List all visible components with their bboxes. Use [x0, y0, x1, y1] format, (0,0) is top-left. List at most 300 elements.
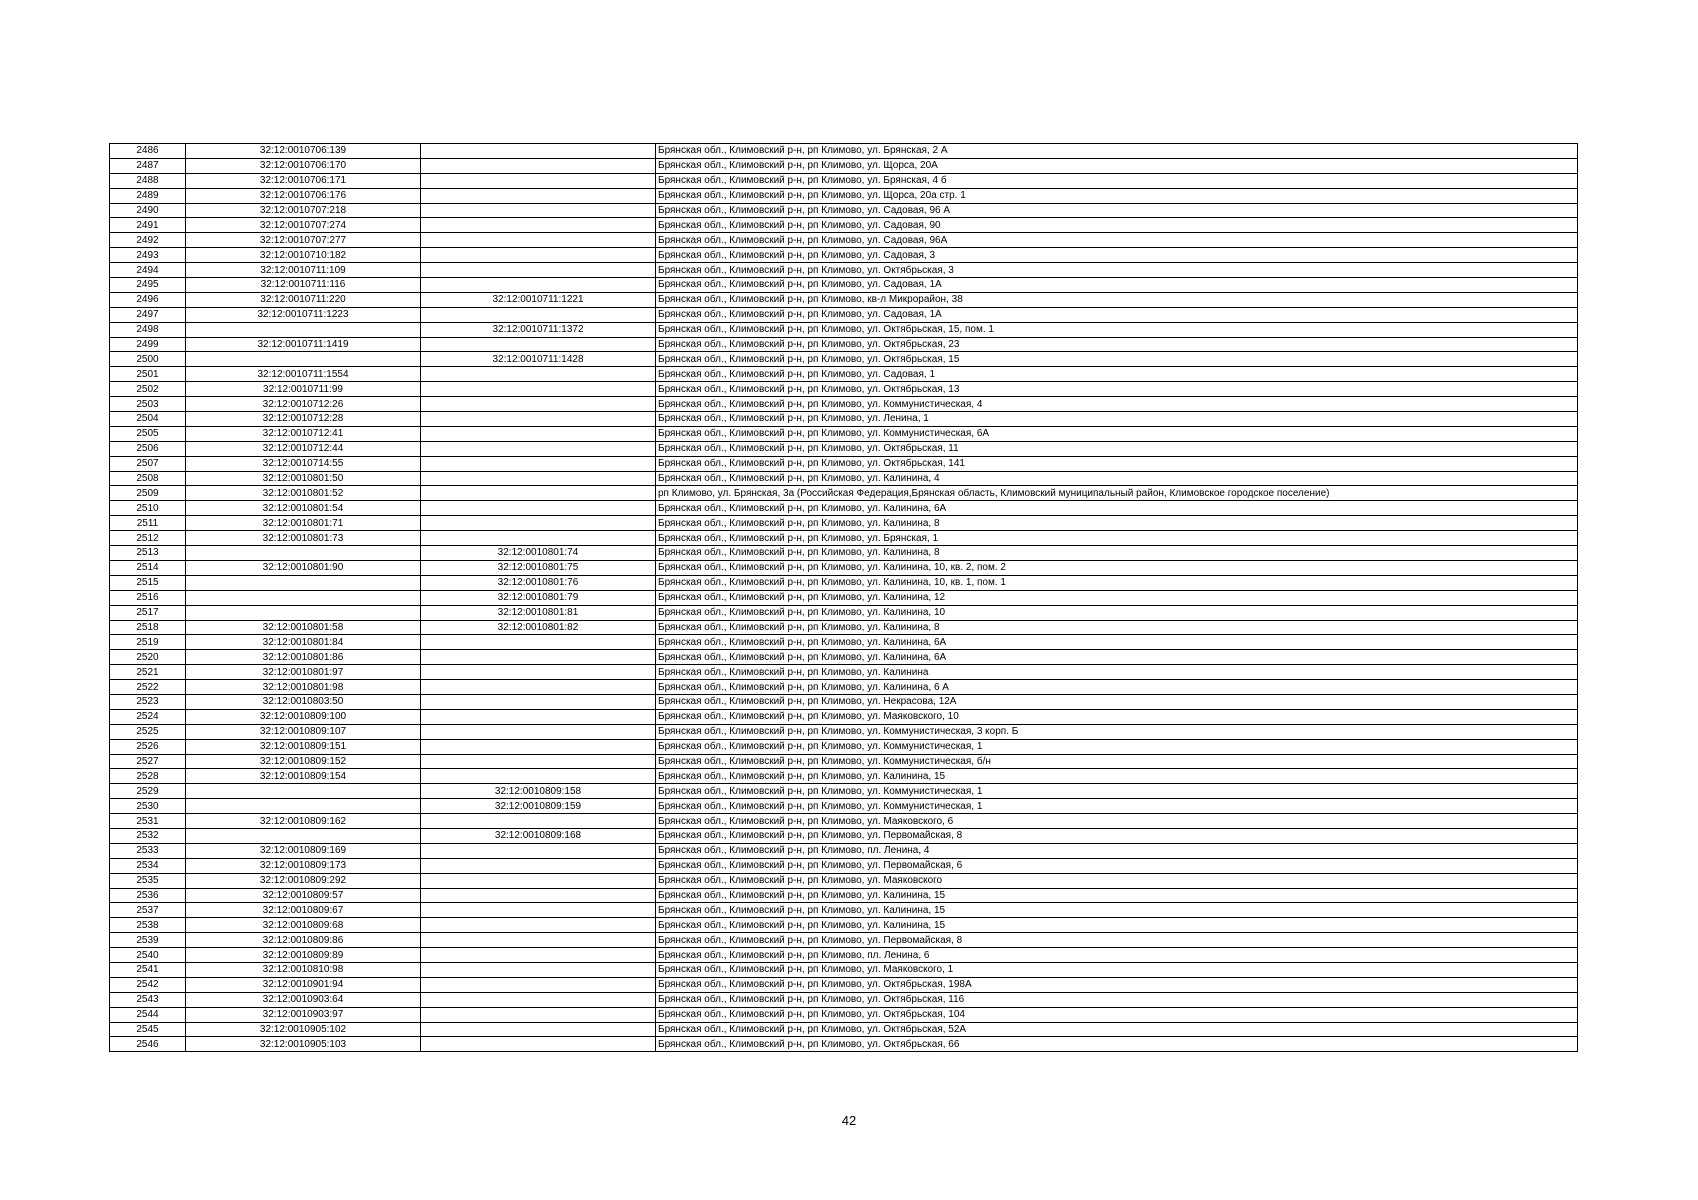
address-cell: Брянская обл., Климовский р-н, рп Климово, ул. Ленина, 1 [656, 412, 1578, 427]
table-row [110, 486, 1578, 501]
row-number-cell: 2524 [110, 709, 186, 724]
row-number-cell: 2514 [110, 560, 186, 575]
related-cadastral-number-cell [421, 665, 656, 680]
address-cell: Брянская обл., Климовский р-н, рп Климово, ул. Калинина, 6А [656, 650, 1578, 665]
cadastral-number-cell: 32:12:0010801:97 [186, 665, 421, 680]
cadastral-number-cell: 32:12:0010903:64 [186, 992, 421, 1007]
related-cadastral-number-cell [421, 635, 656, 650]
row-number-cell: 2543 [110, 992, 186, 1007]
related-cadastral-number-cell [421, 888, 656, 903]
row-number-cell: 2526 [110, 739, 186, 754]
address-cell: Брянская обл., Климовский р-н, рп Климово, ул. Калинина, 15 [656, 903, 1578, 918]
address-cell: Брянская обл., Климовский р-н, рп Климово, ул. Октябрьская, 11 [656, 441, 1578, 456]
related-cadastral-number-cell [421, 977, 656, 992]
row-number-cell: 2487 [110, 158, 186, 173]
cadastral-number-cell: 32:12:0010711:220 [186, 292, 421, 307]
address-cell: Брянская обл., Климовский р-н, рп Климово, ул. Октябрьская, 198А [656, 977, 1578, 992]
related-cadastral-number-cell [421, 441, 656, 456]
row-number-cell: 2507 [110, 456, 186, 471]
table-row [110, 709, 1578, 724]
table-row [110, 471, 1578, 486]
cadastral-number-cell: 32:12:0010711:109 [186, 263, 421, 278]
address-cell: Брянская обл., Климовский р-н, рп Климово, ул. Калинина, 10, кв. 2, пом. 2 [656, 560, 1578, 575]
cadastral-number-cell: 32:12:0010706:171 [186, 173, 421, 188]
address-cell: Брянская обл., Климовский р-н, рп Климово, ул. Первомайская, 6 [656, 858, 1578, 873]
row-number-cell: 2538 [110, 918, 186, 933]
table-row [110, 694, 1578, 709]
cadastral-number-cell: 32:12:0010809:151 [186, 739, 421, 754]
row-number-cell: 2511 [110, 516, 186, 531]
related-cadastral-number-cell [421, 307, 656, 322]
row-number-cell: 2528 [110, 769, 186, 784]
table-row [110, 292, 1578, 307]
table-row [110, 992, 1578, 1007]
page-number: 42 [841, 1113, 857, 1128]
address-cell: Брянская обл., Климовский р-н, рп Климово, ул. Садовая, 1 [656, 367, 1578, 382]
cadastral-number-cell: 32:12:0010711:116 [186, 278, 421, 293]
related-cadastral-number-cell [421, 918, 656, 933]
related-cadastral-number-cell [421, 1022, 656, 1037]
table-row [110, 367, 1578, 382]
related-cadastral-number-cell [421, 814, 656, 829]
cadastral-number-cell: 32:12:0010712:41 [186, 426, 421, 441]
address-cell: Брянская обл., Климовский р-н, рп Климово, ул. Щорса, 20А [656, 158, 1578, 173]
related-cadastral-number-cell: 32:12:0010801:79 [421, 590, 656, 605]
address-cell: Брянская обл., Климовский р-н, рп Климово, ул. Октябрьская, 104 [656, 1007, 1578, 1022]
row-number-cell: 2541 [110, 962, 186, 977]
table-row [110, 263, 1578, 278]
related-cadastral-number-cell [421, 144, 656, 159]
table-row [110, 203, 1578, 218]
table-row [110, 724, 1578, 739]
row-number-cell: 2523 [110, 694, 186, 709]
address-cell: Брянская обл., Климовский р-н, рп Климово, ул. Маяковского [656, 873, 1578, 888]
cadastral-number-cell: 32:12:0010809:154 [186, 769, 421, 784]
related-cadastral-number-cell [421, 486, 656, 501]
address-cell: Брянская обл., Климовский р-н, рп Климово, ул. Некрасова, 12А [656, 694, 1578, 709]
row-number-cell: 2500 [110, 352, 186, 367]
table-row [110, 382, 1578, 397]
address-cell: Брянская обл., Климовский р-н, рп Климово, ул. Калинина, 15 [656, 888, 1578, 903]
related-cadastral-number-cell [421, 769, 656, 784]
related-cadastral-number-cell [421, 680, 656, 695]
table-row [110, 516, 1578, 531]
row-number-cell: 2537 [110, 903, 186, 918]
row-number-cell: 2510 [110, 501, 186, 516]
cadastral-number-cell: 32:12:0010801:73 [186, 531, 421, 546]
address-cell: Брянская обл., Климовский р-н, рп Климово, ул. Коммунистическая, 6А [656, 426, 1578, 441]
address-cell: Брянская обл., Климовский р-н, рп Климово, ул. Калинина, 15 [656, 769, 1578, 784]
row-number-cell: 2544 [110, 1007, 186, 1022]
row-number-cell: 2489 [110, 188, 186, 203]
table-row [110, 352, 1578, 367]
cadastral-number-cell: 32:12:0010707:218 [186, 203, 421, 218]
address-cell: Брянская обл., Климовский р-н, рп Климово, ул. Коммунистическая, 1 [656, 799, 1578, 814]
address-cell: Брянская обл., Климовский р-н, рп Климово, ул. Маяковского, 1 [656, 962, 1578, 977]
row-number-cell: 2505 [110, 426, 186, 441]
address-cell: Брянская обл., Климовский р-н, рп Климово, ул. Маяковского, 10 [656, 709, 1578, 724]
related-cadastral-number-cell: 32:12:0010801:75 [421, 560, 656, 575]
row-number-cell: 2542 [110, 977, 186, 992]
row-number-cell: 2491 [110, 218, 186, 233]
related-cadastral-number-cell [421, 382, 656, 397]
address-cell: Брянская обл., Климовский р-н, рп Климово, ул. Маяковского, 6 [656, 814, 1578, 829]
row-number-cell: 2529 [110, 784, 186, 799]
related-cadastral-number-cell [421, 903, 656, 918]
table-row [110, 814, 1578, 829]
table-row [110, 620, 1578, 635]
cadastral-number-cell [186, 799, 421, 814]
table-row [110, 739, 1578, 754]
table-row [110, 828, 1578, 843]
cadastral-number-cell: 32:12:0010801:84 [186, 635, 421, 650]
row-number-cell: 2493 [110, 248, 186, 263]
property-register-table [109, 143, 1578, 1052]
cadastral-number-cell: 32:12:0010801:98 [186, 680, 421, 695]
related-cadastral-number-cell: 32:12:0010801:82 [421, 620, 656, 635]
table-row [110, 903, 1578, 918]
table-row [110, 173, 1578, 188]
table-row [110, 948, 1578, 963]
related-cadastral-number-cell [421, 843, 656, 858]
row-number-cell: 2509 [110, 486, 186, 501]
table-row [110, 337, 1578, 352]
related-cadastral-number-cell: 32:12:0010711:1372 [421, 322, 656, 337]
cadastral-number-cell: 32:12:0010711:1223 [186, 307, 421, 322]
address-cell: Брянская обл., Климовский р-н, рп Климово, пл. Ленина, 6 [656, 948, 1578, 963]
table-row [110, 188, 1578, 203]
cadastral-number-cell: 32:12:0010809:89 [186, 948, 421, 963]
row-number-cell: 2519 [110, 635, 186, 650]
table-row [110, 918, 1578, 933]
table-row [110, 754, 1578, 769]
related-cadastral-number-cell [421, 203, 656, 218]
cadastral-number-cell: 32:12:0010801:58 [186, 620, 421, 635]
related-cadastral-number-cell [421, 263, 656, 278]
row-number-cell: 2492 [110, 233, 186, 248]
address-cell: Брянская обл., Климовский р-н, рп Климово, ул. Калинина, 15 [656, 918, 1578, 933]
cadastral-number-cell: 32:12:0010711:99 [186, 382, 421, 397]
table-row [110, 426, 1578, 441]
table-row [110, 575, 1578, 590]
cadastral-number-cell: 32:12:0010706:176 [186, 188, 421, 203]
table-row [110, 248, 1578, 263]
row-number-cell: 2512 [110, 531, 186, 546]
address-cell: Брянская обл., Климовский р-н, рп Климово, ул. Калинина, 10 [656, 605, 1578, 620]
related-cadastral-number-cell [421, 516, 656, 531]
row-number-cell: 2530 [110, 799, 186, 814]
row-number-cell: 2527 [110, 754, 186, 769]
cadastral-number-cell [186, 605, 421, 620]
related-cadastral-number-cell [421, 531, 656, 546]
address-cell: Брянская обл., Климовский р-н, рп Климово, ул. Садовая, 96А [656, 233, 1578, 248]
address-cell: Брянская обл., Климовский р-н, рп Климово, ул. Садовая, 96 А [656, 203, 1578, 218]
table-row [110, 977, 1578, 992]
table-row [110, 456, 1578, 471]
cadastral-number-cell: 32:12:0010809:68 [186, 918, 421, 933]
address-cell: Брянская обл., Климовский р-н, рп Климово, ул. Октябрьская, 116 [656, 992, 1578, 1007]
address-cell: Брянская обл., Климовский р-н, рп Климово, ул. Октябрьская, 52А [656, 1022, 1578, 1037]
table-row [110, 322, 1578, 337]
table-row [110, 397, 1578, 412]
table-row [110, 590, 1578, 605]
row-number-cell: 2531 [110, 814, 186, 829]
row-number-cell: 2535 [110, 873, 186, 888]
table-row [110, 560, 1578, 575]
related-cadastral-number-cell [421, 948, 656, 963]
address-cell: Брянская обл., Климовский р-н, рп Климово, ул. Калинина, 8 [656, 516, 1578, 531]
related-cadastral-number-cell: 32:12:0010801:74 [421, 546, 656, 561]
address-cell: Брянская обл., Климовский р-н, рп Климово, ул. Первомайская, 8 [656, 933, 1578, 948]
related-cadastral-number-cell: 32:12:0010809:158 [421, 784, 656, 799]
related-cadastral-number-cell [421, 873, 656, 888]
table-row [110, 605, 1578, 620]
table-row [110, 1022, 1578, 1037]
cadastral-number-cell: 32:12:0010801:52 [186, 486, 421, 501]
row-number-cell: 2488 [110, 173, 186, 188]
cadastral-number-cell: 32:12:0010809:162 [186, 814, 421, 829]
row-number-cell: 2517 [110, 605, 186, 620]
row-number-cell: 2495 [110, 278, 186, 293]
related-cadastral-number-cell [421, 962, 656, 977]
row-number-cell: 2533 [110, 843, 186, 858]
related-cadastral-number-cell [421, 248, 656, 263]
address-cell: Брянская обл., Климовский р-н, рп Климово, ул. Коммунистическая, б/н [656, 754, 1578, 769]
table-row [110, 888, 1578, 903]
related-cadastral-number-cell [421, 739, 656, 754]
table-row [110, 501, 1578, 516]
related-cadastral-number-cell [421, 650, 656, 665]
related-cadastral-number-cell [421, 426, 656, 441]
cadastral-number-cell: 32:12:0010706:170 [186, 158, 421, 173]
table-row [110, 531, 1578, 546]
related-cadastral-number-cell [421, 754, 656, 769]
address-cell: Брянская обл., Климовский р-н, рп Климово, ул. Калинина [656, 665, 1578, 680]
row-number-cell: 2503 [110, 397, 186, 412]
address-cell: Брянская обл., Климовский р-н, рп Климово, ул. Первомайская, 8 [656, 828, 1578, 843]
address-cell: Брянская обл., Климовский р-н, рп Климово, ул. Коммунистическая, 3 корп. Б [656, 724, 1578, 739]
address-cell: Брянская обл., Климовский р-н, рп Климово, ул. Брянская, 4 б [656, 173, 1578, 188]
cadastral-number-cell: 32:12:0010801:54 [186, 501, 421, 516]
table-row [110, 218, 1578, 233]
table-row [110, 441, 1578, 456]
cadastral-number-cell [186, 352, 421, 367]
cadastral-number-cell: 32:12:0010810:98 [186, 962, 421, 977]
related-cadastral-number-cell [421, 709, 656, 724]
related-cadastral-number-cell [421, 218, 656, 233]
address-cell: Брянская обл., Климовский р-н, рп Климово, ул. Октябрьская, 15, пом. 1 [656, 322, 1578, 337]
table-row [110, 873, 1578, 888]
table-row [110, 933, 1578, 948]
cadastral-number-cell: 32:12:0010901:94 [186, 977, 421, 992]
row-number-cell: 2504 [110, 412, 186, 427]
row-number-cell: 2516 [110, 590, 186, 605]
address-cell: Брянская обл., Климовский р-н, рп Климово, ул. Октябрьская, 3 [656, 263, 1578, 278]
cadastral-number-cell: 32:12:0010809:169 [186, 843, 421, 858]
cadastral-number-cell [186, 322, 421, 337]
address-cell: Брянская обл., Климовский р-н, рп Климово, ул. Садовая, 90 [656, 218, 1578, 233]
related-cadastral-number-cell [421, 1007, 656, 1022]
cadastral-number-cell: 32:12:0010801:86 [186, 650, 421, 665]
row-number-cell: 2525 [110, 724, 186, 739]
table-row [110, 680, 1578, 695]
related-cadastral-number-cell [421, 412, 656, 427]
related-cadastral-number-cell [421, 456, 656, 471]
table-row [110, 412, 1578, 427]
row-number-cell: 2506 [110, 441, 186, 456]
cadastral-number-cell: 32:12:0010714:55 [186, 456, 421, 471]
address-cell: Брянская обл., Климовский р-н, рп Климово, ул. Калинина, 10, кв. 1, пом. 1 [656, 575, 1578, 590]
row-number-cell: 2513 [110, 546, 186, 561]
cadastral-number-cell: 32:12:0010803:50 [186, 694, 421, 709]
cadastral-number-cell: 32:12:0010706:139 [186, 144, 421, 159]
table-row [110, 784, 1578, 799]
row-number-cell: 2515 [110, 575, 186, 590]
table-row [110, 962, 1578, 977]
related-cadastral-number-cell [421, 992, 656, 1007]
row-number-cell: 2539 [110, 933, 186, 948]
address-cell: Брянская обл., Климовский р-н, рп Климово, ул. Щорса, 20а стр. 1 [656, 188, 1578, 203]
related-cadastral-number-cell: 32:12:0010801:81 [421, 605, 656, 620]
cadastral-number-cell: 32:12:0010809:152 [186, 754, 421, 769]
cadastral-number-cell: 32:12:0010707:274 [186, 218, 421, 233]
address-cell: Брянская обл., Климовский р-н, рп Климово, ул. Октябрьская, 13 [656, 382, 1578, 397]
table-row [110, 650, 1578, 665]
row-number-cell: 2496 [110, 292, 186, 307]
table-row [110, 858, 1578, 873]
table-row [110, 1037, 1578, 1052]
cadastral-number-cell: 32:12:0010801:90 [186, 560, 421, 575]
cadastral-number-cell: 32:12:0010712:26 [186, 397, 421, 412]
related-cadastral-number-cell: 32:12:0010711:1428 [421, 352, 656, 367]
address-cell: Брянская обл., Климовский р-н, рп Климово, пл. Ленина, 4 [656, 843, 1578, 858]
table-row [110, 635, 1578, 650]
related-cadastral-number-cell [421, 724, 656, 739]
table-row [110, 307, 1578, 322]
cadastral-number-cell: 32:12:0010707:277 [186, 233, 421, 248]
address-cell: Брянская обл., Климовский р-н, рп Климово, ул. Калинина, 6А [656, 501, 1578, 516]
table-row [110, 799, 1578, 814]
row-number-cell: 2536 [110, 888, 186, 903]
related-cadastral-number-cell [421, 471, 656, 486]
address-cell: Брянская обл., Климовский р-н, рп Климово, ул. Садовая, 1А [656, 307, 1578, 322]
related-cadastral-number-cell [421, 188, 656, 203]
table-body [110, 144, 1578, 1052]
row-number-cell: 2522 [110, 680, 186, 695]
cadastral-number-cell [186, 828, 421, 843]
row-number-cell: 2499 [110, 337, 186, 352]
related-cadastral-number-cell [421, 1037, 656, 1052]
row-number-cell: 2502 [110, 382, 186, 397]
table-row [110, 843, 1578, 858]
cadastral-number-cell: 32:12:0010809:292 [186, 873, 421, 888]
related-cadastral-number-cell [421, 337, 656, 352]
related-cadastral-number-cell [421, 694, 656, 709]
row-number-cell: 2498 [110, 322, 186, 337]
address-cell: Брянская обл., Климовский р-н, рп Климово, ул. Коммунистическая, 1 [656, 739, 1578, 754]
related-cadastral-number-cell [421, 158, 656, 173]
table-row [110, 278, 1578, 293]
related-cadastral-number-cell: 32:12:0010801:76 [421, 575, 656, 590]
cadastral-number-cell [186, 575, 421, 590]
row-number-cell: 2521 [110, 665, 186, 680]
related-cadastral-number-cell [421, 173, 656, 188]
cadastral-number-cell: 32:12:0010809:67 [186, 903, 421, 918]
address-cell: Брянская обл., Климовский р-н, рп Климово, ул. Октябрьская, 15 [656, 352, 1578, 367]
table-row [110, 1007, 1578, 1022]
row-number-cell: 2545 [110, 1022, 186, 1037]
cadastral-number-cell: 32:12:0010809:107 [186, 724, 421, 739]
row-number-cell: 2540 [110, 948, 186, 963]
address-cell: Брянская обл., Климовский р-н, рп Климово, ул. Калинина, 6 А [656, 680, 1578, 695]
address-cell: Брянская обл., Климовский р-н, рп Климово, ул. Октябрьская, 66 [656, 1037, 1578, 1052]
address-cell: рп Климово, ул. Брянская, 3а (Российская Федерация,Брянская область, Климовский муниципальный район, Климовское городское поселение) [656, 486, 1578, 501]
related-cadastral-number-cell [421, 933, 656, 948]
table-row [110, 546, 1578, 561]
related-cadastral-number-cell: 32:12:0010809:159 [421, 799, 656, 814]
address-cell: Брянская обл., Климовский р-н, рп Климово, ул. Брянская, 1 [656, 531, 1578, 546]
cadastral-number-cell [186, 590, 421, 605]
address-cell: Брянская обл., Климовский р-н, рп Климово, ул. Садовая, 3 [656, 248, 1578, 263]
related-cadastral-number-cell: 32:12:0010711:1221 [421, 292, 656, 307]
address-cell: Брянская обл., Климовский р-н, рп Климово, ул. Калинина, 8 [656, 620, 1578, 635]
address-cell: Брянская обл., Климовский р-н, рп Климово, ул. Брянская, 2 А [656, 144, 1578, 159]
row-number-cell: 2520 [110, 650, 186, 665]
address-cell: Брянская обл., Климовский р-н, рп Климово, ул. Коммунистическая, 4 [656, 397, 1578, 412]
related-cadastral-number-cell [421, 858, 656, 873]
address-cell: Брянская обл., Климовский р-н, рп Климово, ул. Коммунистическая, 1 [656, 784, 1578, 799]
cadastral-number-cell: 32:12:0010801:50 [186, 471, 421, 486]
row-number-cell: 2486 [110, 144, 186, 159]
cadastral-number-cell: 32:12:0010809:57 [186, 888, 421, 903]
cadastral-number-cell: 32:12:0010711:1419 [186, 337, 421, 352]
cadastral-number-cell: 32:12:0010905:102 [186, 1022, 421, 1037]
row-number-cell: 2532 [110, 828, 186, 843]
cadastral-number-cell: 32:12:0010809:173 [186, 858, 421, 873]
table-row [110, 158, 1578, 173]
cadastral-number-cell: 32:12:0010712:28 [186, 412, 421, 427]
row-number-cell: 2508 [110, 471, 186, 486]
cadastral-number-cell [186, 784, 421, 799]
row-number-cell: 2497 [110, 307, 186, 322]
row-number-cell: 2518 [110, 620, 186, 635]
row-number-cell: 2494 [110, 263, 186, 278]
cadastral-number-cell: 32:12:0010710:182 [186, 248, 421, 263]
address-cell: Брянская обл., Климовский р-н, рп Климово, ул. Калинина, 6А [656, 635, 1578, 650]
address-cell: Брянская обл., Климовский р-н, рп Климово, ул. Калинина, 12 [656, 590, 1578, 605]
row-number-cell: 2546 [110, 1037, 186, 1052]
table-row [110, 769, 1578, 784]
address-cell: Брянская обл., Климовский р-н, рп Климово, ул. Калинина, 8 [656, 546, 1578, 561]
table-row [110, 233, 1578, 248]
address-cell: Брянская обл., Климовский р-н, рп Климово, ул. Октябрьская, 23 [656, 337, 1578, 352]
cadastral-number-cell: 32:12:0010905:103 [186, 1037, 421, 1052]
cadastral-number-cell: 32:12:0010711:1554 [186, 367, 421, 382]
address-cell: Брянская обл., Климовский р-н, рп Климово, кв-л Микрорайон, 38 [656, 292, 1578, 307]
row-number-cell: 2490 [110, 203, 186, 218]
row-number-cell: 2534 [110, 858, 186, 873]
related-cadastral-number-cell [421, 278, 656, 293]
related-cadastral-number-cell: 32:12:0010809:168 [421, 828, 656, 843]
cadastral-number-cell: 32:12:0010712:44 [186, 441, 421, 456]
row-number-cell: 2501 [110, 367, 186, 382]
address-cell: Брянская обл., Климовский р-н, рп Климово, ул. Октябрьская, 141 [656, 456, 1578, 471]
cadastral-number-cell: 32:12:0010903:97 [186, 1007, 421, 1022]
cadastral-number-cell: 32:12:0010809:86 [186, 933, 421, 948]
address-cell: Брянская обл., Климовский р-н, рп Климово, ул. Садовая, 1А [656, 278, 1578, 293]
related-cadastral-number-cell [421, 397, 656, 412]
cadastral-number-cell: 32:12:0010809:100 [186, 709, 421, 724]
